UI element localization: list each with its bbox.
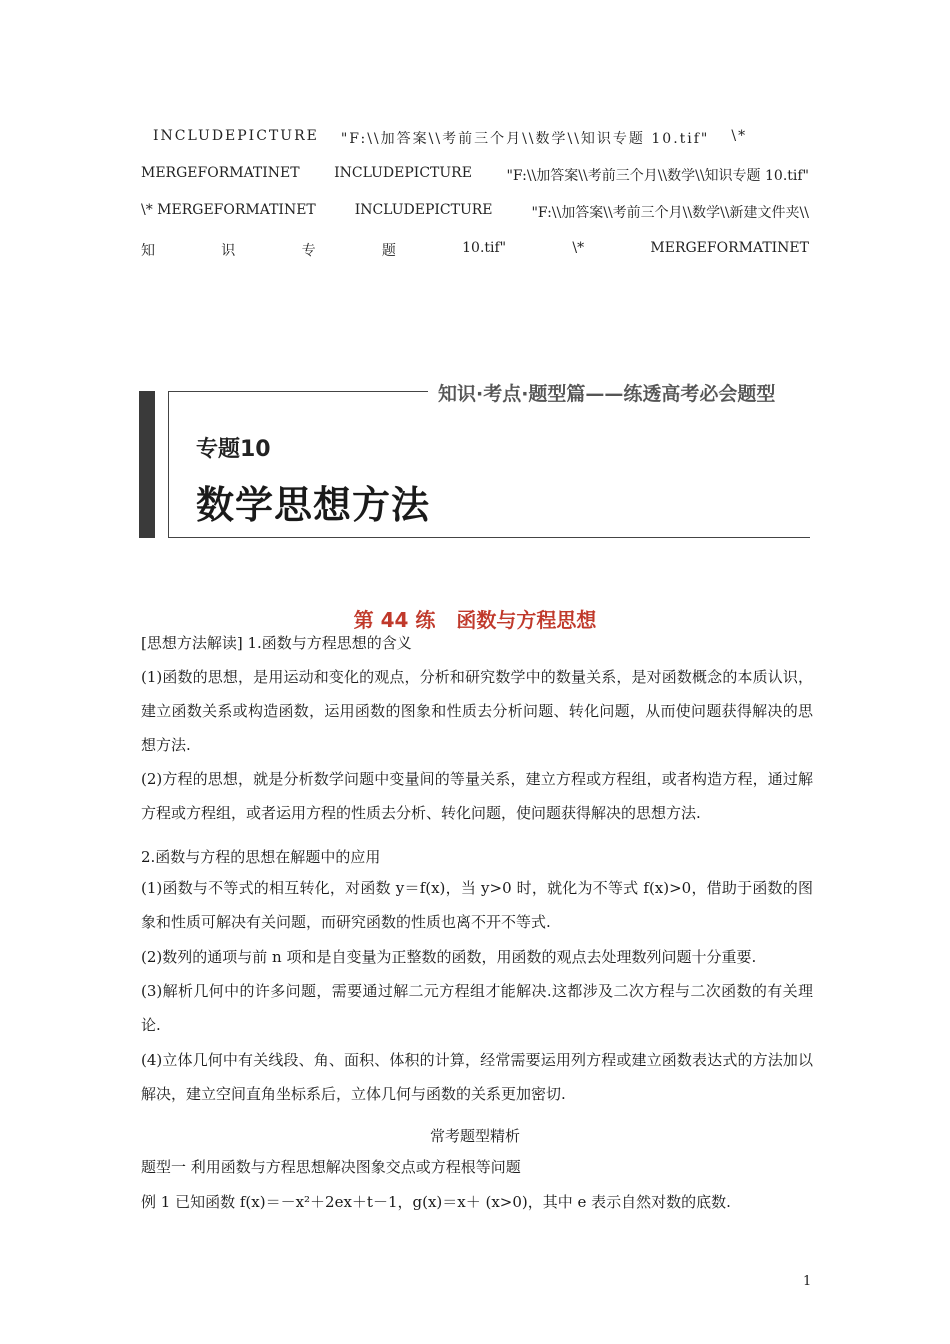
field-code-token: "F:\\加答案\\考前三个月\\数学\\新建文件夹\\	[531, 205, 809, 221]
banner-accent-bar	[139, 391, 155, 538]
banner-title: 数学思想方法	[196, 483, 431, 527]
banner-left-rule	[168, 391, 169, 538]
field-code-token: 题	[381, 243, 396, 259]
paragraph-function-idea: (1)函数的思想，是用运动和变化的观点，分析和研究数学中的数量关系，是对函数概念的本质认识，建立函数关系或构造函数，运用函数的图象和性质去分析问题、转化问题，从而使问题获得解决的思想方法.	[141, 668, 813, 754]
field-code-token: 10.tif"	[462, 240, 507, 256]
field-code-token: INCLUDEPICTURE	[354, 202, 493, 218]
field-code-token: 知	[141, 243, 155, 259]
paragraph-sequence: (2)数列的通项与前 n 项和是自变量为正整数的函数，用函数的观点去处理数列问题十分重要.	[141, 948, 757, 966]
paragraph-equation-idea: (2)方程的思想，就是分析数学问题中变量间的等量关系，建立方程或方程组，或者构造方程，通过解方程或方程组，或者运用方程的性质去分析、转化问题，使问题获得解决的思想方法.	[141, 770, 813, 822]
banner-bottom-rule	[168, 537, 810, 538]
field-code-token: 专	[301, 243, 316, 259]
field-code-line-1	[141, 128, 809, 148]
paragraph-analytic-geometry: (3)解析几何中的许多问题，需要通过解二元方程组才能解决.这都涉及二次方程与二次函数的有关理论.	[141, 982, 813, 1034]
problem-type-heading: 题型一 利用函数与方程思想解决图象交点或方程根等问题	[141, 1158, 521, 1176]
section-heading-applications: 2.函数与方程的思想在解题中的应用	[141, 848, 381, 866]
method-intro: [思想方法解读] 1.函数与方程思想的含义	[141, 634, 412, 652]
field-code-token: \* MERGEFORMATINET	[141, 202, 316, 218]
section-title-common-types: 常考题型精析	[429, 1127, 520, 1145]
banner-series-label: 知识·考点·题型篇——练透高考必会题型	[438, 383, 776, 405]
field-code-token: 识	[221, 243, 236, 259]
lesson-title: 第 44 练 函数与方程思想	[353, 608, 597, 632]
paragraph-solid-geometry: (4)立体几何中有关线段、角、面积、体积的计算，经常需要运用列方程或建立函数表达式的方法加以解决，建立空间直角坐标系后，立体几何与函数的关系更加密切.	[141, 1051, 813, 1103]
banner-top-rule	[168, 391, 428, 392]
field-code-token: "F:\\加答案\\考前三个月\\数学\\知识专题 10.tif"	[506, 168, 809, 184]
field-code-token: "F:\\加答案\\考前三个月\\数学\\知识专题 10.tif"	[340, 131, 710, 147]
field-code-token: INCLUDEPICTURE	[334, 165, 472, 181]
field-code-line-4	[141, 240, 809, 260]
field-code-token: MERGEFORMATINET	[650, 240, 809, 256]
field-code-token: \*	[731, 128, 748, 144]
field-code-token: INCLUDEPICTURE	[153, 128, 319, 144]
example-1: 例 1 已知函数 f(x)＝－x²＋2ex＋t－1，g(x)＝x＋ (x>0)，其中 e 表示自然对数的底数.	[141, 1193, 731, 1211]
banner-topic-number: 专题10	[196, 437, 271, 462]
page-number: 1	[803, 1274, 812, 1289]
field-code-line-3	[141, 202, 809, 222]
field-code-token: \*	[572, 240, 585, 256]
field-code-token: MERGEFORMATINET	[141, 165, 300, 181]
field-code-line-2	[141, 165, 809, 185]
paragraph-inequality: (1)函数与不等式的相互转化，对函数 y＝f(x)，当 y>0 时，就化为不等式 f(x)>0，借助于函数的图象和性质可解决有关问题，而研究函数的性质也离不开不等式.	[141, 879, 813, 931]
